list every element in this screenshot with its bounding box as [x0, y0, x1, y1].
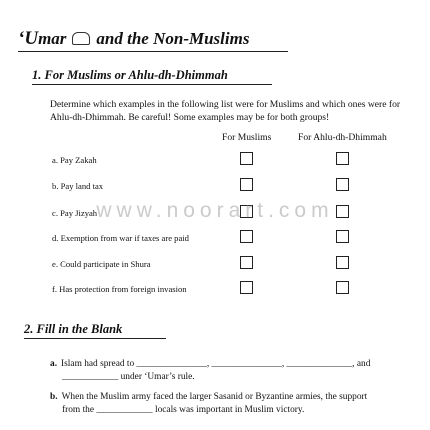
fill-item-line: from the ____________ locals was important in Muslim victory.	[62, 405, 305, 415]
column-header-dhimmah: For Ahlu-dh-Dhimmah	[298, 132, 387, 143]
title-prefix: ‘U	[18, 28, 39, 49]
checkbox-muslims-e[interactable]	[240, 256, 253, 269]
checkbox-muslims-b[interactable]	[240, 178, 253, 191]
section1-underline	[32, 84, 272, 85]
section1-instructions: Determine which examples in the following list were for Muslims and which ones were for Ahlu-dh-Dhimmah. Be careful! Some examples may be for both groups!	[50, 99, 401, 123]
row-label-f: f. Has protection from foreign invasion	[52, 284, 187, 294]
checkbox-dhimmah-e[interactable]	[336, 256, 349, 269]
page-title	[18, 28, 249, 50]
fill-item-number: a.	[50, 359, 58, 369]
title-name: mar	[38, 29, 67, 48]
honorific-icon	[72, 32, 90, 45]
row-label-b: b. Pay land tax	[52, 181, 104, 191]
watermark: www.noorart.com	[96, 199, 334, 222]
checkbox-muslims-f[interactable]	[240, 281, 253, 294]
fill-item-line: Islam had spread to _______________, _______________, ______________, and	[61, 359, 371, 369]
checkbox-dhimmah-d[interactable]	[336, 230, 349, 243]
row-label-a: a. Pay Zakah	[52, 155, 97, 165]
row-label-e: e. Could participate in Shura	[52, 259, 151, 269]
section2-heading: 2. Fill in the Blank	[24, 322, 123, 336]
fill-item-line: ____________ under ‘Umar’s rule.	[62, 372, 195, 382]
section2-underline	[24, 338, 166, 339]
checkbox-dhimmah-b[interactable]	[336, 178, 349, 191]
row-label-c: c. Pay Jizyah	[52, 208, 98, 218]
checkbox-dhimmah-a[interactable]	[336, 152, 349, 165]
title-suffix: and the Non-Muslims	[96, 29, 250, 48]
fill-item-number: b.	[50, 392, 58, 402]
section1-heading: 1. For Muslims or Ahlu-dh-Dhimmah	[32, 68, 228, 82]
column-header-muslims: For Muslims	[222, 132, 272, 143]
checkbox-muslims-a[interactable]	[240, 152, 253, 165]
fill-item-a	[50, 358, 420, 384]
row-label-d: d. Exemption from war if taxes are paid	[52, 233, 189, 243]
fill-item-line: When the Muslim army faced the larger Sasanid or Byzantine armies, the support	[61, 392, 368, 402]
checkbox-muslims-d[interactable]	[240, 230, 253, 243]
title-underline	[18, 51, 288, 52]
checkbox-dhimmah-f[interactable]	[336, 281, 349, 294]
fill-item-b	[50, 391, 420, 417]
